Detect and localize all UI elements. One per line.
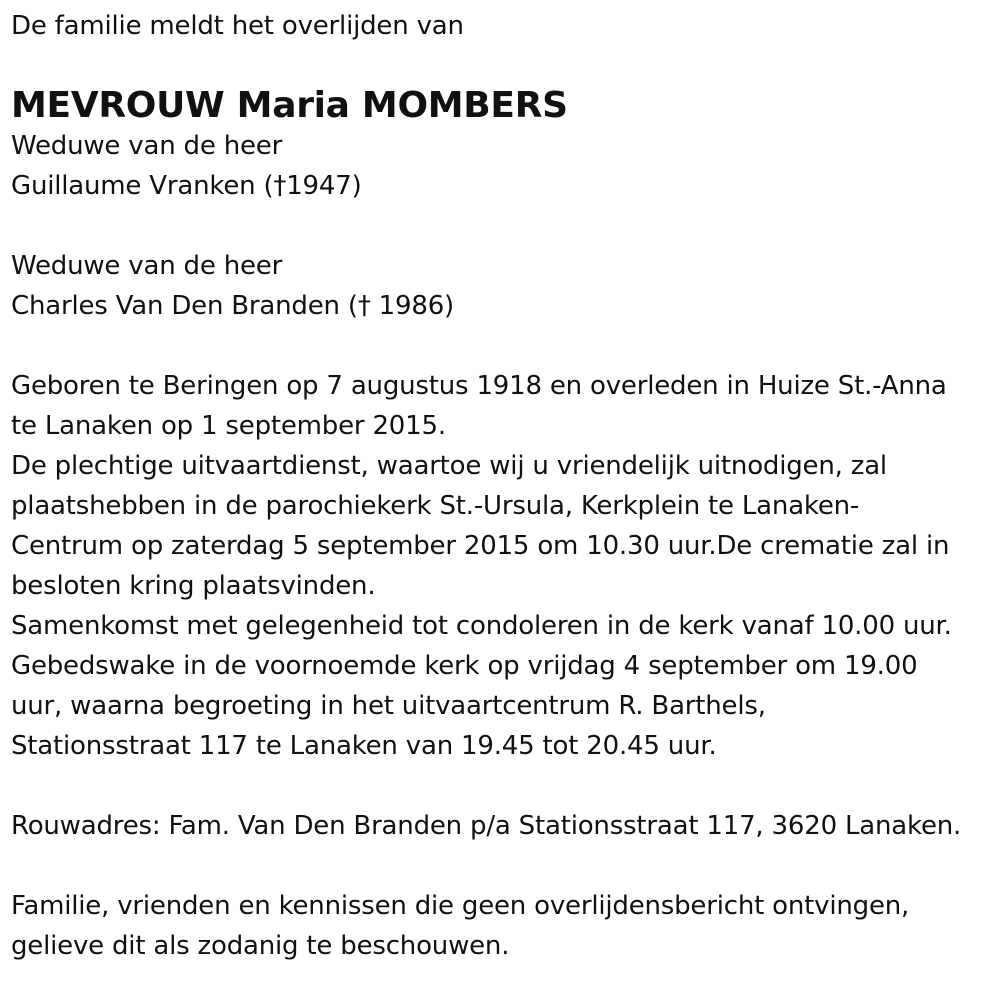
spouse-1-label: Weduwe van de heer	[11, 131, 283, 161]
details-line: plaatshebben in de parochiekerk St.-Ursula, Kerkplein te Lanaken-	[11, 491, 860, 521]
details-line: Stationsstraat 117 te Lanaken van 19.45 tot 20.45 uur.	[11, 731, 717, 761]
details-line: Samenkomst met gelegenheid tot condoleren in de kerk vanaf 10.00 uur.	[11, 611, 952, 641]
details-line: De plechtige uitvaartdienst, waartoe wij u vriendelijk uitnodigen, zal	[11, 451, 887, 481]
details-line: Gebedswake in de voornoemde kerk op vrijdag 4 september om 19.00	[11, 651, 918, 681]
closing-line: Familie, vrienden en kennissen die geen overlijdensbericht ontvingen,	[11, 891, 910, 921]
details-line: Centrum op zaterdag 5 september 2015 om 10.30 uur.De crematie zal in	[11, 531, 950, 561]
spacer	[11, 326, 996, 366]
details-line: uur, waarna begroeting in het uitvaartcentrum R. Barthels,	[11, 691, 766, 721]
spouse-2-name: Charles Van Den Branden († 1986)	[11, 291, 454, 321]
closing-line: gelieve dit als zodanig te beschouwen.	[11, 931, 510, 961]
details-line: te Lanaken op 1 september 2015.	[11, 411, 446, 441]
mourning-address: Rouwadres: Fam. Van Den Branden p/a Stationsstraat 117, 3620 Lanaken.	[11, 811, 962, 841]
spouse-2-label: Weduwe van de heer	[11, 251, 283, 281]
spacer	[11, 206, 996, 246]
intro-text: De familie meldt het overlijden van	[11, 11, 464, 41]
obituary-notice	[11, 6, 996, 966]
details-line: Geboren te Beringen op 7 augustus 1918 en overleden in Huize St.-Anna	[11, 371, 947, 401]
spouse-1-name: Guillaume Vranken (†1947)	[11, 171, 362, 201]
spacer	[11, 846, 996, 886]
spacer	[11, 766, 996, 806]
deceased-name: MEVROUW Maria MOMBERS	[11, 85, 568, 126]
details-line: besloten kring plaatsvinden.	[11, 571, 376, 601]
